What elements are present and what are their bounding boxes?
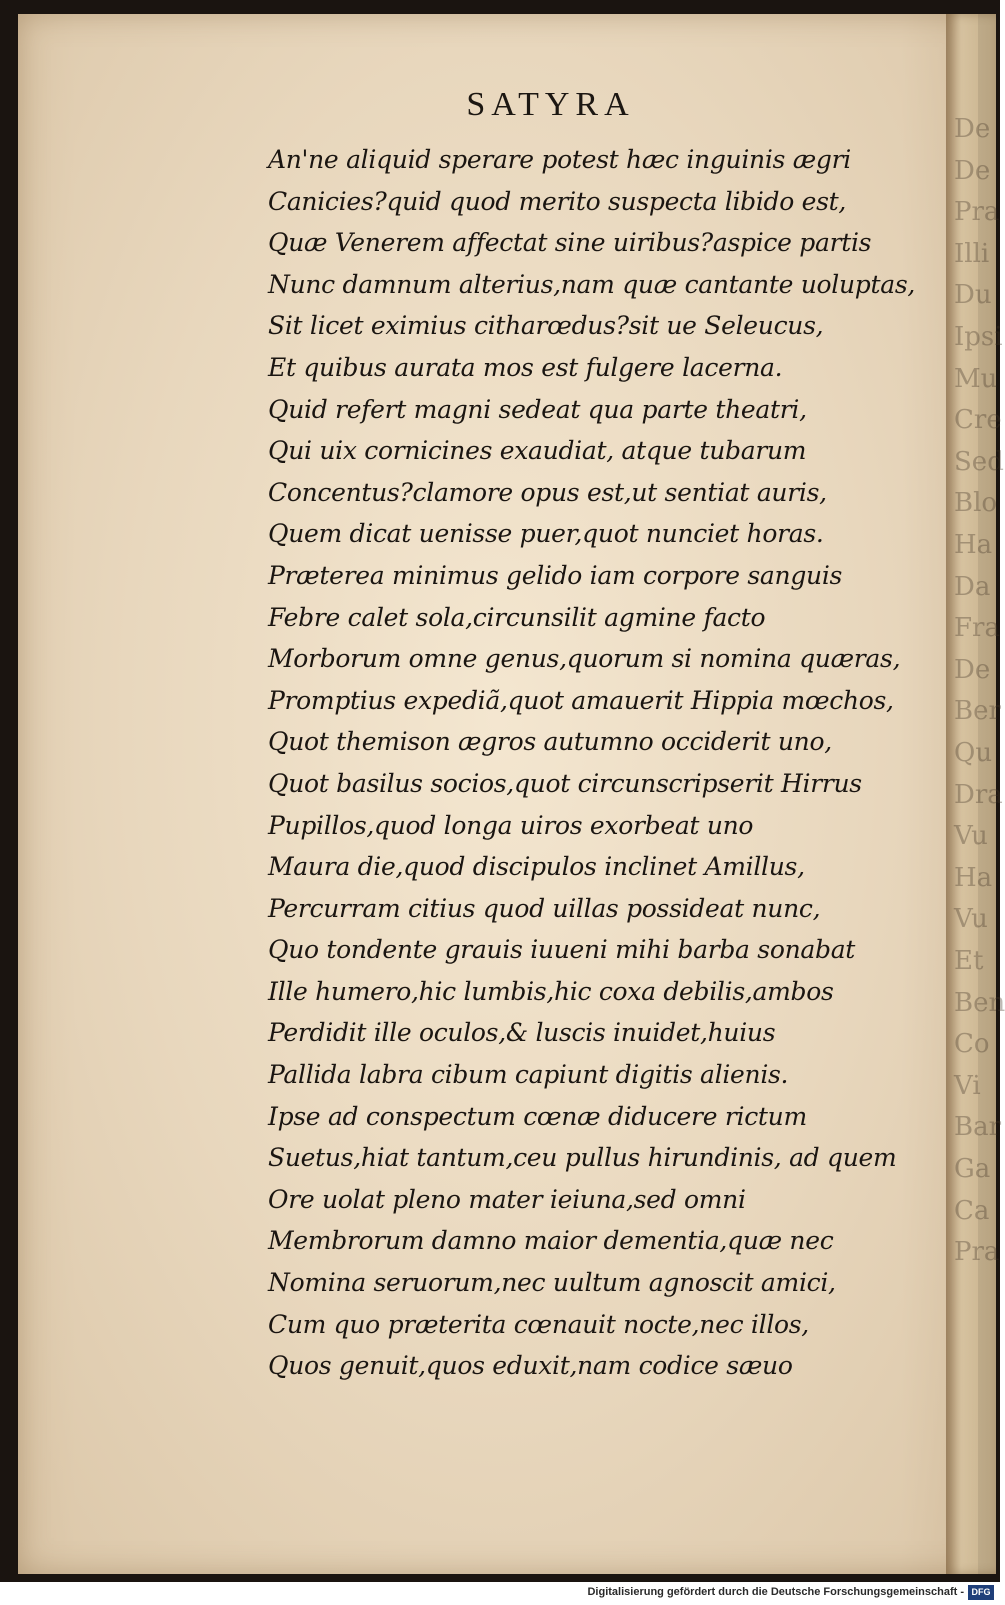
book-page xyxy=(18,14,1005,1574)
verse-line: Præterea minimus gelido iam corpore sanguis xyxy=(268,560,843,590)
facing-page-fragment: Sed xyxy=(954,446,1004,477)
facing-page-fragment: Pra xyxy=(954,197,1000,228)
facing-page-fragment: Ipsi xyxy=(954,322,1003,352)
facing-page-fragment: Co xyxy=(954,1029,990,1060)
facing-page-fragment: Qu xyxy=(954,738,993,768)
facing-page-fragment: Ber xyxy=(954,696,1001,727)
verse-line: Ore uolat pleno mater ieiuna,sed omni xyxy=(268,1184,746,1214)
facing-page-fragment: De xyxy=(954,155,991,186)
facing-page-fragment: Da xyxy=(954,571,991,602)
facing-page-fragment: Vu xyxy=(954,904,988,935)
verse-line: An'ne aliquid sperare potest hæc inguinis ægri xyxy=(268,145,851,174)
facing-page-fragment: Bar xyxy=(954,1112,1002,1143)
verse-line: Morborum omne genus,quorum si nomina quæras, xyxy=(268,644,901,674)
verse-line: Quæ Venerem affectat sine uiribus?aspice partis xyxy=(268,228,872,258)
facing-page-fragment: Illi xyxy=(954,238,990,269)
verse-line: Membrorum damno maior dementia,quæ nec xyxy=(268,1226,834,1256)
facing-page-fragment: Blo xyxy=(954,488,998,519)
facing-page-fragment: Ha xyxy=(954,530,993,560)
verse-line: Concentus?clamore opus est,ut sentiat auris, xyxy=(268,477,827,507)
facing-page-fragment: Ha xyxy=(954,862,993,893)
facing-page-fragment: Pra xyxy=(954,1237,1000,1268)
dfg-logo: DFG xyxy=(968,1585,994,1600)
verse-line: Et quibus aurata mos est fulgere lacerna. xyxy=(268,352,783,382)
verse-line: Perdidit ille oculos,& luscis inuidet,huius xyxy=(268,1018,776,1048)
verse-line: Percurram citius quod uillas possideat nunc, xyxy=(268,893,821,923)
verse-line: Ipse ad conspectum cœnæ diducere rictum xyxy=(268,1101,807,1131)
facing-page-fragment: Cre xyxy=(954,405,1002,436)
verse-line: Nunc damnum alterius,nam quæ cantante uoluptas, xyxy=(268,269,915,299)
verse-line: Suetus,hiat tantum,ceu pullus hirundinis, ad quem xyxy=(268,1143,897,1173)
verse-line: Ille humero,hic lumbis,hic coxa debilis,ambos xyxy=(268,976,834,1006)
running-head: SATYRA xyxy=(466,86,635,123)
facing-page-fragment: Du xyxy=(954,280,992,311)
facing-page-fragment: Et xyxy=(954,946,984,976)
verse-line: Canicies?quid quod merito suspecta libido est, xyxy=(268,186,847,216)
verse-line: Pallida labra cibum capiunt digitis alienis. xyxy=(268,1060,789,1090)
verse-line: Pupillos,quod longa uiros exorbeat uno xyxy=(268,810,754,840)
facing-page-fragment: Ga xyxy=(954,1154,991,1184)
facing-page-edge xyxy=(946,14,1005,1574)
facing-page-fragment: Vu xyxy=(954,821,988,852)
facing-page-fragment: Vi xyxy=(954,1070,981,1101)
verse-line: Quot basilus socios,quot circunscripserit Hirrus xyxy=(268,768,862,798)
facing-page-fragment: Ben xyxy=(954,987,1005,1018)
verse-text xyxy=(268,139,948,1387)
facing-page-fragment: Dra xyxy=(954,779,1003,810)
digitization-credit: Digitalisierung gefördert durch die Deutsche Forschungsgemeinschaft - xyxy=(587,1586,964,1598)
verse-line: Promptius expediã,quot amauerit Hippia mœchos, xyxy=(268,685,894,715)
facing-page-fragment: Mu xyxy=(954,363,998,394)
verse-line: Quid refert magni sedeat qua parte theatri, xyxy=(268,394,807,424)
verse-line: Quem dicat uenisse puer,quot nunciet horas. xyxy=(268,519,824,549)
facing-page-fragment: De xyxy=(954,654,991,685)
verse-line: Quos genuit,quos eduxit,nam codice sæuo xyxy=(268,1351,793,1381)
facing-page-fragment: Ca xyxy=(954,1195,990,1226)
verse-line: Quot themison ægros autumno occiderit uno, xyxy=(268,727,832,757)
footer-bar xyxy=(0,1582,1000,1605)
facing-page-fragment: Fra xyxy=(954,613,1000,644)
verse-line: Cum quo præterita cœnauit nocte,nec illos, xyxy=(268,1309,809,1339)
verse-line: Qui uix cornicines exaudiat, atque tubarum xyxy=(268,436,807,466)
verse-line: Sit licet eximius citharœdus?sit ue Seleucus, xyxy=(268,311,824,341)
verse-line: Maura die,quod discipulos inclinet Amillus, xyxy=(268,852,805,882)
verse-line: Febre calet sola,circunsilit agmine facto xyxy=(268,602,766,632)
verse-line: Quo tondente grauis iuueni mihi barba sonabat xyxy=(268,935,856,965)
verse-line: Nomina seruorum,nec uultum agnoscit amici, xyxy=(268,1268,836,1298)
facing-page-fragment: De xyxy=(954,114,991,144)
